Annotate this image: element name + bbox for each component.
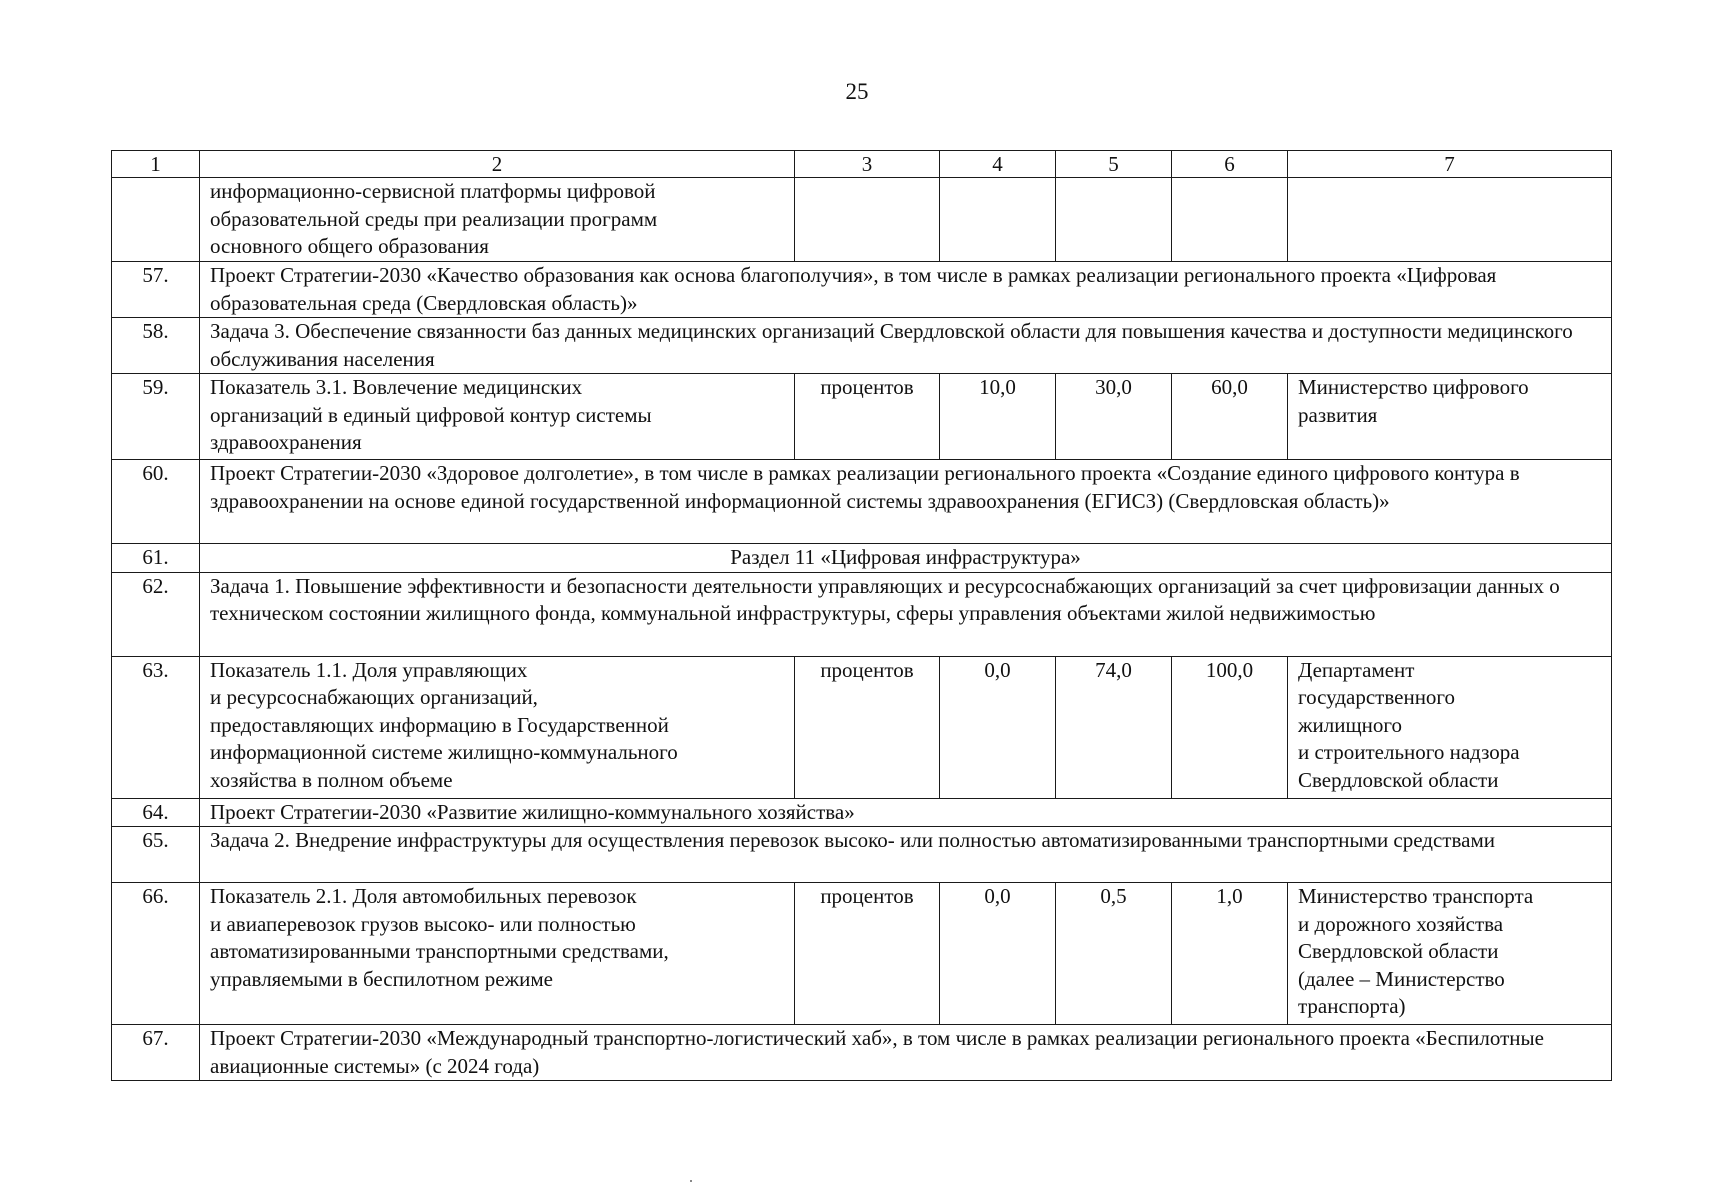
table-header-row (112, 151, 1612, 178)
project-cell: Проект Стратегии-2030 «Развитие жилищно-коммунального хозяйства» (200, 798, 1612, 827)
responsible-text: Министерство цифрового развития (1298, 375, 1529, 427)
row-number-cell: 58. (112, 318, 200, 374)
row-number-cell: 66. (112, 883, 200, 1025)
table-row (112, 827, 1612, 883)
table-row (112, 460, 1612, 544)
table-row (112, 318, 1612, 374)
table-row (112, 544, 1612, 573)
row-number-cell: 60. (112, 460, 200, 544)
header-cell: 7 (1288, 151, 1612, 178)
indicator-name-cell (200, 656, 795, 798)
indicator-name-cell (200, 883, 795, 1025)
row-number-cell: 65. (112, 827, 200, 883)
indicator-name-cell (200, 178, 795, 262)
value-cell: 100,0 (1172, 656, 1288, 798)
value-cell: 0,0 (940, 656, 1056, 798)
project-cell: Проект Стратегии-2030 «Здоровое долголетие», в том числе в рамках реализации регионального проекта «Создание единого цифрового контура в здравоохранении на основе единой государственной информационной системы здравоохранения (ЕГИСЗ) (Свердловская область)» (200, 460, 1612, 544)
table-row (112, 262, 1612, 318)
value-cell: 10,0 (940, 374, 1056, 460)
task-cell: Задача 2. Внедрение инфраструктуры для осуществления перевозок высоко- или полностью автоматизированными транспортными средствами (200, 827, 1612, 883)
row-number-cell: 57. (112, 262, 200, 318)
value-cell: 60,0 (1172, 374, 1288, 460)
header-cell: 1 (112, 151, 200, 178)
responsible-text: Министерство транспорта и дорожного хозяйства Свердловской области (далее – Министерство транспорта) (1298, 884, 1534, 1018)
header-cell: 6 (1172, 151, 1288, 178)
table-row (112, 883, 1612, 1025)
scan-dot (690, 1180, 692, 1182)
task-cell: Задача 3. Обеспечение связанности баз данных медицинских организаций Свердловской области для повышения качества и доступности медицинского обслуживания населения (200, 318, 1612, 374)
indicator-name-text: Показатель 2.1. Доля автомобильных перевозок и авиаперевозок грузов высоко- или полностью автоматизированными транспортными средствами, управляемыми в беспилотном режиме (210, 884, 669, 991)
value-cell (1172, 178, 1288, 262)
row-number-cell: 64. (112, 798, 200, 827)
section-heading-cell: Раздел 11 «Цифровая инфраструктура» (200, 544, 1612, 573)
responsible-cell (1288, 178, 1612, 262)
value-cell: 0,5 (1056, 883, 1172, 1025)
indicator-name-text: информационно-сервисной платформы цифровой образовательной среды при реализации программ основного общего образования (210, 179, 658, 258)
project-cell: Проект Стратегии-2030 «Международный транспортно-логистический хаб», в том числе в рамках реализации регионального проекта «Беспилотные авиационные системы» (с 2024 года) (200, 1025, 1612, 1081)
header-cell: 3 (795, 151, 940, 178)
value-cell: 0,0 (940, 883, 1056, 1025)
indicators-table (111, 150, 1612, 1081)
value-cell (940, 178, 1056, 262)
table-row (112, 374, 1612, 460)
unit-cell: процентов (795, 374, 940, 460)
table-row (112, 798, 1612, 827)
header-cell: 5 (1056, 151, 1172, 178)
unit-cell: процентов (795, 883, 940, 1025)
table-row (112, 1025, 1612, 1081)
page-number: 25 (845, 79, 869, 104)
row-number-cell: 59. (112, 374, 200, 460)
value-cell: 1,0 (1172, 883, 1288, 1025)
unit-cell: процентов (795, 656, 940, 798)
unit-cell (795, 178, 940, 262)
responsible-cell (1288, 883, 1612, 1025)
row-number-cell: 61. (112, 544, 200, 573)
value-cell: 30,0 (1056, 374, 1172, 460)
responsible-text: Департамент государственного жилищного и строительного надзора Свердловской области (1298, 657, 1520, 792)
value-cell: 74,0 (1056, 656, 1172, 798)
row-number-cell: 62. (112, 572, 200, 656)
row-number-cell (112, 178, 200, 262)
responsible-cell (1288, 374, 1612, 460)
table-row (112, 572, 1612, 656)
table-row (112, 656, 1612, 798)
indicator-name-cell (200, 374, 795, 460)
task-cell: Задача 1. Повышение эффективности и безопасности деятельности управляющих и ресурсоснабжающих организаций за счет цифровизации данных о техническом состоянии жилищного фонда, коммунальной инфраструктуры, сферы управления объектами жилой недвижимостью (200, 572, 1612, 656)
header-cell: 4 (940, 151, 1056, 178)
project-cell: Проект Стратегии-2030 «Качество образования как основа благополучия», в том числе в рамках реализации регионального проекта «Цифровая образовательная среда (Свердловская область)» (200, 262, 1612, 318)
row-number-cell: 63. (112, 656, 200, 798)
indicator-name-text: Показатель 1.1. Доля управляющих и ресурсоснабжающих организаций, предоставляющих информацию в Государственной информационной системе жилищно-коммунального хозяйства в полном объеме (210, 657, 678, 792)
value-cell (1056, 178, 1172, 262)
indicator-name-text: Показатель 3.1. Вовлечение медицинских организаций в единый цифровой контур системы здравоохранения (210, 375, 652, 454)
responsible-cell (1288, 656, 1612, 798)
table-row-continuation (112, 178, 1612, 262)
row-number-cell: 67. (112, 1025, 200, 1081)
header-cell: 2 (200, 151, 795, 178)
